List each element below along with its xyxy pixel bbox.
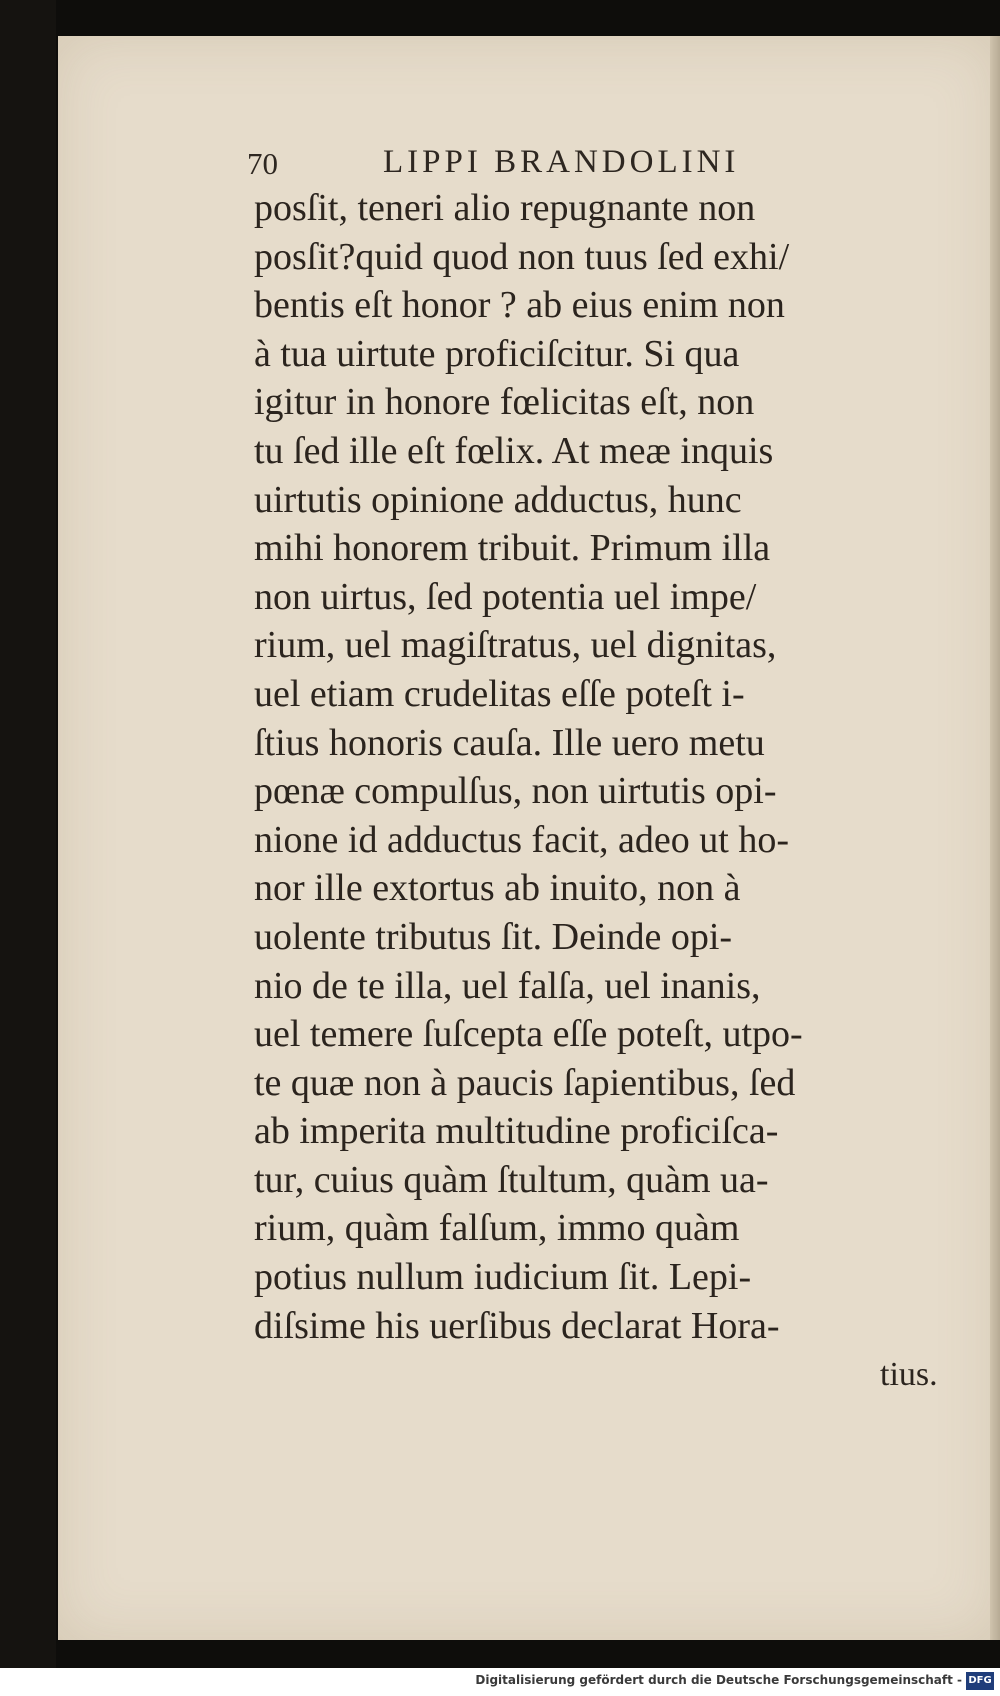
- text-line: rium, uel magiſtratus, uel dignitas,: [254, 624, 777, 667]
- catchword: tius.: [880, 1356, 938, 1393]
- text-line: te quæ non à paucis ſapientibus, ſed: [254, 1061, 796, 1104]
- text-line: nione id adductus facit, adeo ut ho-: [254, 818, 790, 861]
- text-line: pœnæ compulſus, non uirtutis opi-: [254, 770, 777, 813]
- text-line: nio de te illa, uel falſa, uel inanis,: [254, 964, 761, 1007]
- text-line: bentis eſt honor ? ab eius enim non: [254, 284, 785, 327]
- text-line: à tua uirtute proficiſcitur. Si qua: [254, 332, 740, 375]
- text-line: ab imperita multitudine proficiſca-: [254, 1110, 779, 1153]
- page-header: [247, 138, 887, 186]
- page-edge: [990, 36, 1000, 1640]
- text-line: potius nullum iudicium ſit. Lepi-: [254, 1256, 752, 1299]
- text-line: uel temere ſuſcepta eſſe poteſt, utpo-: [254, 1013, 803, 1056]
- body-text: [254, 184, 954, 1350]
- text-line: uolente tributus ſit. Deinde opi-: [254, 915, 733, 958]
- text-line: diſsime his uerſibus declarat Hora-: [254, 1304, 780, 1347]
- text-line: posſit?quid quod non tuus ſed exhi/: [254, 235, 790, 278]
- digitization-footer: [0, 1668, 1000, 1696]
- running-head: LIPPI BRANDOLINI: [383, 144, 740, 180]
- text-line: mihi honorem tribuit. Primum illa: [254, 527, 771, 570]
- page-number: 70: [247, 146, 278, 181]
- text-line: posſit, teneri alio repugnante non: [254, 187, 756, 229]
- text-line: uirtutis opinione adductus, hunc: [254, 478, 742, 521]
- text-line: uel etiam crudelitas eſſe poteſt i-: [254, 672, 745, 715]
- text-line: ſtius honoris cauſa. Ille uero metu: [254, 721, 765, 764]
- scan-background: [0, 0, 56, 1668]
- text-line: nor ille extortus ab inuito, non à: [254, 867, 741, 910]
- text-line: tur, cuius quàm ſtultum, quàm ua-: [254, 1158, 769, 1201]
- text-line: igitur in honore fœlicitas eſt, non: [254, 381, 755, 424]
- text-line: non uirtus, ſed potentia uel impe/: [254, 575, 757, 618]
- dfg-logo-icon: DFG: [966, 1672, 994, 1690]
- text-line: rium, quàm falſum, immo quàm: [254, 1207, 740, 1250]
- funding-credit: Digitalisierung gefördert durch die Deutsche Forschungsgemeinschaft -: [475, 1673, 962, 1687]
- text-line: tu ſed ille eſt fœlix. At meæ inquis: [254, 429, 774, 472]
